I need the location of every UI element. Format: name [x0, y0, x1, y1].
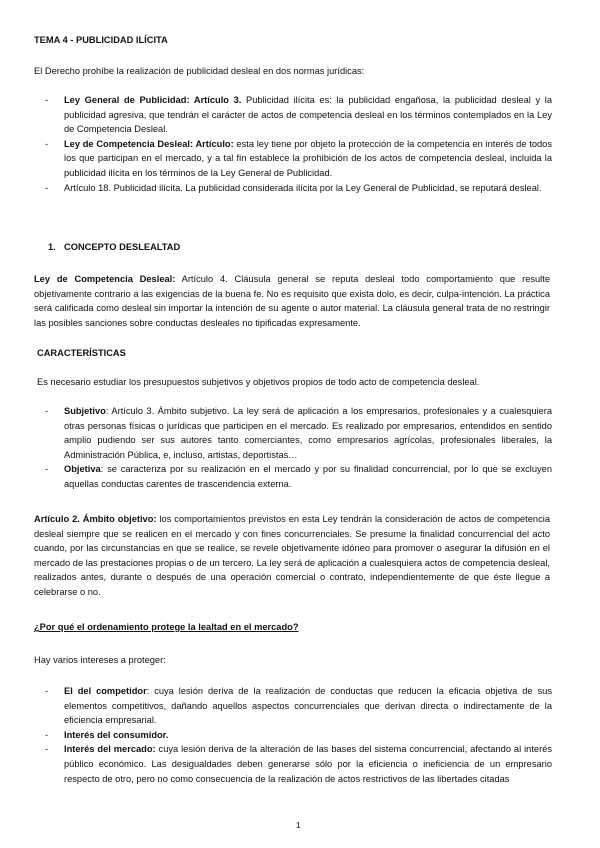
item-text: : se caracteriza por su realización en el mercado y por su finalidad concurrencial, por lo que se excluyen aquellas conductas carentes de trascendencia externa. [64, 464, 552, 489]
list-item [34, 137, 552, 181]
interests-list [34, 684, 552, 786]
page-number: 1 [296, 820, 301, 830]
characteristics-list [34, 404, 552, 492]
item-text: esta ley tiene por objeto la protección de la competencia en interés de todos los que participan en el mercado, y a tal fin establece la prohibición de los actos de competencia desleal, incluida la publicidad ilícita en los términos de la Ley General de Publicidad. [64, 138, 552, 178]
item-label: Ley de Competencia Desleal: Artículo: [64, 138, 234, 149]
paragraph-intereses: Hay varios intereses a proteger: [34, 655, 166, 665]
item-text: Publicidad ilícita es: la publicidad engañosa, la publicidad desleal y la publicidad agresiva, que tendrán el carácter de actos de competencia desleal en los términos contemplados en la Ley de Competencia Desleal. [64, 95, 553, 135]
item-text: cuya lesión deriva de la alteración de las bases del sistema concurrencial, afectando al interés público económico. Las desigualdades deben generarse sólo por la eficiencia o ineficiencia de un empresario respecto de otro, pero no como consecuencia de la realización de actos restrictivos de las libertades citadas [64, 744, 552, 784]
intro-paragraph: El Derecho prohíbe la realización de publicidad desleal en dos normas jurídicas: [34, 66, 365, 76]
paragraph-presupuestos: Es necesario estudiar los presupuestos subjetivos y objetivos propios de todo acto de competencia desleal. [37, 377, 480, 387]
item-label: Interés del consumidor. [64, 729, 169, 740]
list-item [34, 462, 552, 491]
paragraph-text: Artículo 4. Cláusula general se reputa desleal todo comportamiento que resulte objetivamente contrario a las exigencias de la buena fe. No es requisito que exista dolo, es decir, culpa-intención. La práctica será calificada como desleal sin importar la intención de su agente o autor material. La cláusula general trata de no restringir las posibles sanciones sobre conductas desleales no tipificadas expresamente. [34, 274, 551, 328]
list-item [34, 181, 552, 196]
section-title: CONCEPTO DESLEALTAD [64, 242, 181, 252]
paragraph-general-clause [34, 272, 550, 330]
paragraph-label: Artículo 2. Ámbito objetivo: [34, 514, 157, 524]
item-label: Subjetivo [64, 406, 106, 416]
item-text: Artículo 18. Publicidad ilícita. La publicidad considerada ilícita por la Ley General de Publicidad, se reputará desleal. [64, 182, 542, 193]
paragraph-label: Ley de Competencia Desleal: [34, 274, 176, 284]
list-item [34, 93, 552, 137]
paragraph-ambito-objetivo [34, 512, 550, 600]
item-label: El del competidor [64, 686, 147, 696]
item-text: : Artículo 3. Ámbito subjetivo. La ley será de aplicación a los empresarios, profesionales y a cualesquiera otras personas físicas o jurídicas que participen en el mercado. Es realizado por empresarios, entendidos en sentido amplio pudiendo ser sus autores tanto comerciantes, como empresarios agrícolas, profesionales liberales, la Administración Pública, e, incluso, artistas, deportistas… [64, 406, 552, 460]
section-number: 1. [48, 242, 56, 252]
legal-norms-list [34, 93, 552, 195]
question-heading: ¿Por qué el ordenamiento protege la lealtad en el mercado? [34, 622, 299, 632]
section-heading [48, 240, 180, 255]
item-text: : cuya lesión deriva de la realización de conductas que reducen la eficacia objetiva de sus elementos competitivos, dañando aquellos aspectos concurrenciales que derivan directa o indirectamente de la eficiencia empresarial. [64, 686, 552, 726]
list-item [34, 404, 552, 462]
subheading-caracteristicas: CARACTERÍSTICAS [37, 348, 126, 358]
item-label: Objetiva [64, 464, 101, 475]
list-item [34, 728, 552, 743]
paragraph-text: los comportamientos previstos en esta Ley tendrán la consideración de actos de competencia desleal siempre que se realicen en el mercado y con fines concurrenciales. Se presume la finalidad concurrencial del acto cuando, por las circunstancias en que se realice, se revele objetivamente idóneo para promover o asegurar la difusión en el mercado de las prestaciones propias o de un tercero. La ley será de aplicación a cualesquiera actos de competencia desleal, realizados antes, durante o después de una operación comercial o contrato, independientemente de que éste llegue a celebrarse o no. [34, 514, 550, 597]
item-label: Interés del mercado: [64, 744, 156, 755]
item-label: Ley General de Publicidad: Artículo 3. [64, 95, 242, 105]
list-item [34, 742, 552, 786]
list-item [34, 684, 552, 728]
page-title: TEMA 4 - PUBLICIDAD ILÍCITA [34, 35, 168, 45]
